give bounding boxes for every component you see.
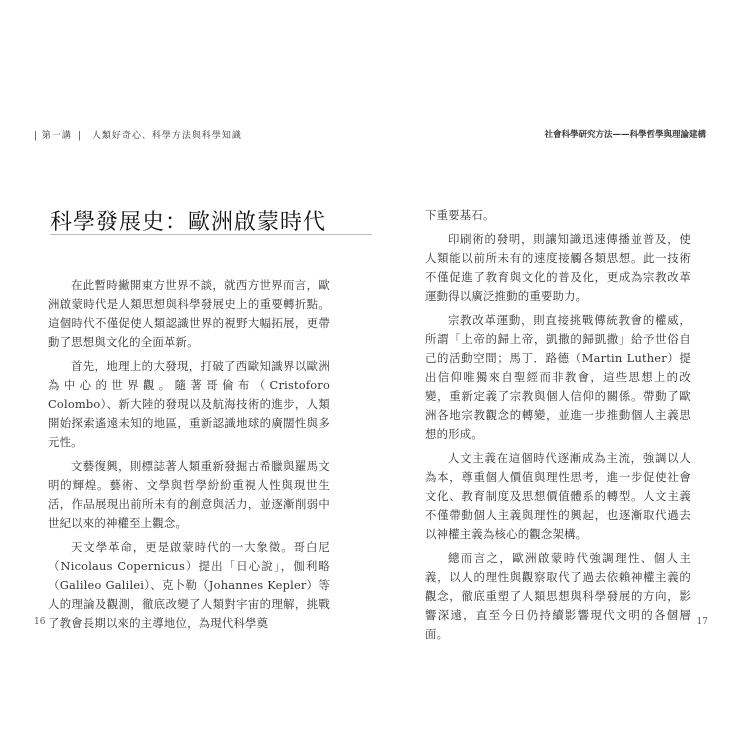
- paragraph: 首先，地理上的大發現，打破了西歐知識界以歐洲為中心的世界觀。隨著哥倫布（Cristoforo Colombo）、新大陸的發現以及航海技術的進步，人類開始探索遙遠未知的地區，重新認識地球的廣闊性與多元性。: [48, 359, 330, 449]
- paragraph: 文藝復興，則標誌著人類重新發掘古希臘與羅馬文明的輝煌。藝術、文學與哲學紛紛重視人性與現世生活，作品展現出前所未有的創意與活力，並逐漸削弱中世紀以來的神權至上觀念。: [48, 459, 330, 530]
- left-body-text: [48, 276, 330, 638]
- running-head-left: [34, 128, 242, 141]
- page-number-left: 16: [34, 617, 46, 627]
- page-number-right: 17: [696, 617, 708, 627]
- paragraph: 印刷術的發明，則讓知識迅速傳播並普及，使人類能以前所未有的速度接觸各類思想。此一技術不僅促進了教育與文化的普及化，更成為宗教改革運動得以廣泛推動的重要助力。: [425, 232, 691, 303]
- running-head-bar-open: |: [34, 131, 39, 141]
- running-head-bar-close: |: [77, 131, 82, 141]
- chapter-section-title: 科學發展史：歐洲啟蒙時代: [50, 210, 327, 235]
- running-head-chapter-title: 人類好奇心、科學方法與科學知識: [91, 131, 242, 141]
- paragraph-continuation: 下重要基石。: [425, 208, 495, 222]
- right-body-text: [425, 206, 691, 649]
- paragraph: 宗教改革運動，則直接挑戰傳統教會的權威，所謂「上帝的歸上帝，凱撒的歸凱撒」給予世俗自己的活動空間；馬丁．路德（Martin Luther）提出信仰唯獨來自聖經而非教會，這些思想上的改變，重新定義了宗教與個人信仰的關係。帶動了歐洲各地宗教觀念的轉變，並進一步推動個人主義思想的形成。: [425, 313, 691, 441]
- paragraph: 天文學革命，更是啟蒙時代的一大象徵。哥白尼（Nicolaus Copernicus）提出「日心說」，伽利略（Galileo Galilei）、克卜勒（Johannes Kepler）等人的理論及觀測，徹底改變了人類對宇宙的理解，挑戰了教會長期以來的主導地位，為現代科學奠: [48, 540, 330, 630]
- title-divider: [50, 234, 372, 235]
- running-head-chapter: 第一講: [41, 131, 72, 141]
- running-head-right: 社會科學研究方法——科學哲學與理論建構: [544, 130, 706, 140]
- paragraph: 總而言之，歐洲啟蒙時代強調理性、個人主義，以人的理性與觀察取代了過去依賴神權主義的觀念，徹底重塑了人類思想與科學發展的方向，影響深遠，直至今日仍持續影響現代文明的各個層面。: [425, 551, 691, 641]
- paragraph: 在此暫時撇開東方世界不談，就西方世界而言，歐洲啟蒙時代是人類思想與科學發展史上的重要轉折點。這個時代不僅促使人類認識世界的視野大幅拓展，更帶動了思想與文化的全面革新。: [48, 278, 330, 349]
- paragraph: 人文主義在這個時代逐漸成為主流，強調以人為本，尊重個人價值與理性思考，進一步促使社會文化、教育制度及思想價值體系的轉型。人文主義不僅帶動個人主義與理性的興起，也逐漸取代過去以神權主義為核心的觀念架構。: [425, 451, 691, 541]
- right-page: [375, 0, 750, 750]
